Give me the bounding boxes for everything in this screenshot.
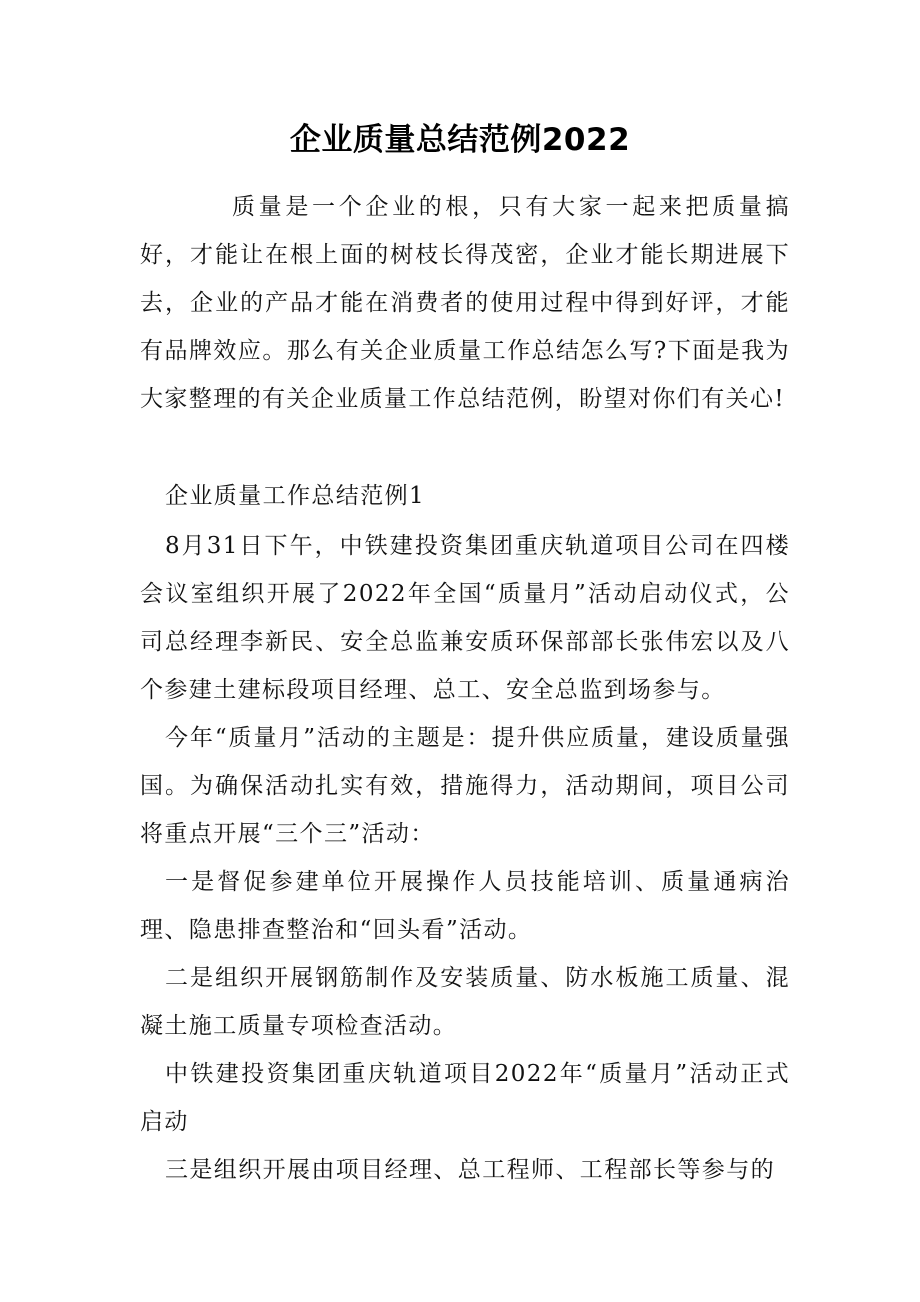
intro-paragraph: 质量是一个企业的根，只有大家一起来把质量搞好，才能让在根上面的树枝长得茂密，企业才能长期进展下去，企业的产品才能在消费者的使用过程中得到好评，才能有品牌效应。那么有关企业质量工作总结怎么写?下面是我为大家整理的有关企业质量工作总结范例，盼望对你们有关心!: [140, 194, 790, 412]
body-paragraph: 中铁建投资集团重庆轨道项目2022年“质量月”活动正式启动: [140, 1061, 790, 1135]
document-title: 企业质量总结范例2022: [289, 122, 631, 158]
body-paragraph: 三是组织开展由项目经理、总工程师、工程部长等参与的: [165, 1157, 775, 1183]
body-paragraph: 8月31日下午，中铁建投资集团重庆轨道项目公司在四楼会议室组织开展了2022年全国“质量月”活动启动仪式，公司总经理李新民、安全总监兼安质环保部部长张伟宏以及八个参建土建标段项目经理、总工、安全总监到场参与。: [140, 533, 790, 703]
body-paragraph: 今年“质量月”活动的主题是：提升供应质量，建设质量强国。为确保活动扎实有效，措施得力，活动期间，项目公司将重点开展“三个三”活动：: [140, 725, 790, 847]
section-heading: 企业质量工作总结范例1: [165, 483, 426, 509]
body-paragraph: 二是组织开展钢筋制作及安装质量、防水板施工质量、混凝土施工质量专项检查活动。: [140, 965, 790, 1039]
body-paragraph: 一是督促参建单位开展操作人员技能培训、质量通病治理、隐患排查整治和“回头看”活动。: [140, 869, 790, 943]
